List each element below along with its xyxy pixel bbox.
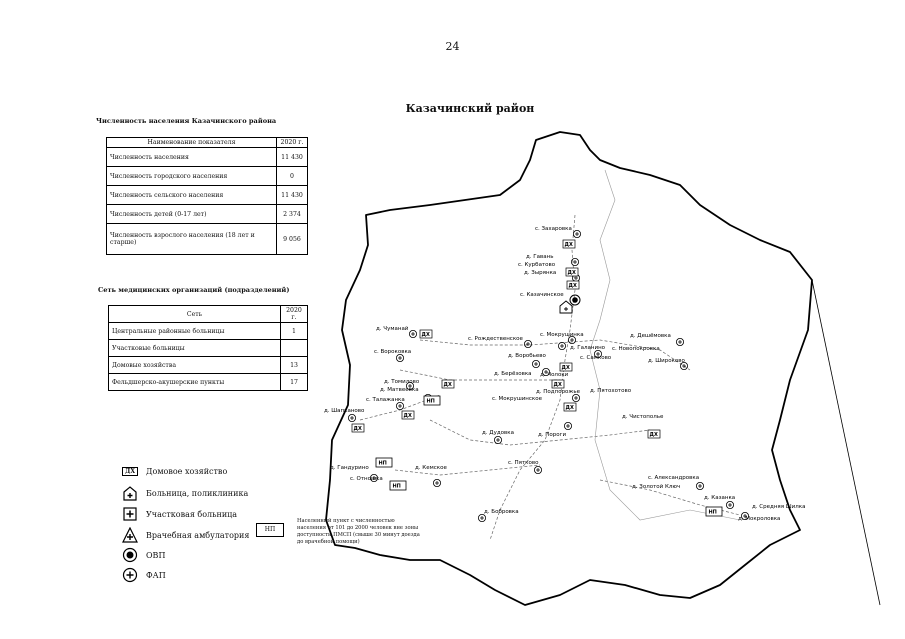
settlement-label-berezovka: д. Берёзовка — [494, 371, 532, 377]
settlement-label-rozhdestvenskoe: с. Рождественское — [468, 336, 523, 342]
row-value: 9 056 — [277, 224, 308, 255]
household-marker — [552, 380, 564, 388]
row-label: Участковые больницы — [109, 340, 281, 357]
np-marker — [390, 481, 406, 490]
population-table-title: Численность населения Казачинского района — [96, 117, 277, 125]
settlement-label-gavan: д. Гавань — [526, 254, 554, 260]
settlement-label-bobrovka: д. Бобровка — [484, 509, 519, 515]
ovp-marker — [570, 295, 580, 305]
column-header-year: 2020 г. — [277, 138, 308, 148]
household-marker-label: ДХ — [564, 242, 573, 248]
np-marker-label: НП — [708, 509, 717, 516]
settlement-label-zakharovka: с. Захаровка — [535, 226, 572, 232]
fap-marker — [494, 436, 501, 443]
settlement-label-zyryanka: д. Зырянка — [524, 270, 557, 276]
network-table-title: Сеть медицинских организаций (подразделений) — [98, 286, 290, 294]
row-value: 11 430 — [277, 148, 308, 167]
row-label: Численность сельского населения — [107, 186, 277, 205]
fap-marker — [478, 514, 485, 521]
settlement-label-aleksandrovka: с. Александровка — [648, 475, 700, 481]
np-symbol: НП — [256, 523, 284, 537]
household-marker-label: ДХ — [553, 382, 562, 388]
household-marker-label: ДХ — [353, 426, 362, 432]
fap-marker — [524, 340, 531, 347]
household-marker — [420, 330, 432, 338]
row-value: 11 430 — [277, 186, 308, 205]
settlement-label-talazhanka: с. Талажанка — [366, 397, 405, 403]
river — [590, 170, 740, 520]
column-header-network: Сеть — [109, 306, 281, 323]
household-marker-label: ДХ — [649, 432, 658, 438]
np-marker-label: НП — [426, 398, 435, 405]
settlement-label-chistopole: д. Чистополье — [622, 414, 664, 420]
settlement-label-choloki: д. Чолоки — [540, 372, 569, 378]
fap-marker — [558, 342, 565, 349]
fap-marker — [572, 394, 579, 401]
row-label: Фельдшерско-акушерские пункты — [109, 374, 281, 391]
row-label: Центральные районные больницы — [109, 323, 281, 340]
row-value: 17 — [281, 374, 308, 391]
settlement-label-galanino: д. Галанино — [570, 345, 606, 351]
household-marker — [566, 268, 578, 276]
household-marker — [567, 281, 579, 289]
household-marker-label: ДХ — [403, 413, 412, 419]
settlement-label-srednyaya-shilka: д. Средняя Шилка — [752, 504, 806, 510]
household-marker-label: ДХ — [565, 405, 574, 411]
fap-marker — [573, 230, 580, 237]
row-value: 13 — [281, 357, 308, 374]
page-number: 24 — [445, 40, 460, 53]
fap-marker — [348, 414, 355, 421]
fap-marker — [564, 422, 571, 429]
settlement-label-porogi: д. Пороги — [538, 432, 567, 438]
row-label: Домовые хозяйства — [109, 357, 281, 374]
settlement-label-deshemovka: д. Дешёмовка — [630, 333, 671, 339]
legend-fap-label: ФАП — [146, 570, 166, 580]
column-header-indicator: Наименование показателя — [107, 138, 277, 148]
fap-marker — [409, 330, 416, 337]
row-label: Численность детей (0-17 лет) — [107, 205, 277, 224]
settlement-label-chumanay: д. Чуманай — [376, 326, 409, 332]
settlement-label-gandurino: д. Гандурино — [330, 465, 369, 471]
hospital-marker — [560, 301, 572, 313]
np-marker — [706, 507, 722, 516]
household-marker — [442, 380, 454, 388]
settlement-label-shapkanovo: д. Шапканово — [324, 408, 365, 414]
settlement-label-zolotoy-klyuch: д. Золотой Ключ — [632, 484, 681, 490]
settlement-label-mokrushinskoe: с. Мокрушинское — [492, 396, 542, 402]
settlement-label-podporozhe: д. Подпорожье — [536, 389, 580, 395]
np-note: Населенный пункт с численностью населения от 101 до 2000 человек вне зоны доступности ПМСП (свыше 30 минут доезда до врачебной помощи) — [297, 518, 420, 545]
settlement-label-tomilovo: д. Томилово — [384, 379, 420, 385]
household-marker-label: ДХ — [561, 365, 570, 371]
row-value: 0 — [277, 167, 308, 186]
fap-marker — [726, 501, 733, 508]
np-marker — [424, 396, 440, 405]
fap-marker — [396, 354, 403, 361]
household-marker — [352, 424, 364, 432]
np-marker-label: НП — [392, 483, 401, 490]
fap-marker — [534, 466, 541, 473]
map-title: Казачинский район — [405, 102, 535, 115]
settlement-label-novopokrovka: с. Новопокровка — [612, 346, 660, 352]
household-symbol: ДХ — [122, 467, 138, 476]
household-marker-label: ДХ — [568, 283, 577, 289]
row-value: 1 — [281, 323, 308, 340]
household-marker-label: ДХ — [443, 382, 452, 388]
np-marker — [376, 458, 392, 467]
household-marker-label: ДХ — [421, 332, 430, 338]
settlement-label-matveevka: д. Матвеевка — [380, 387, 419, 393]
settlement-label-mokrushinka: с. Мокрушинка — [540, 332, 584, 338]
settlement-label-kazachinskoe: с. Казачинское — [520, 292, 564, 298]
settlement-label-pyatokhotovo: д. Пятохотово — [590, 388, 632, 394]
np-markers — [376, 396, 722, 516]
fap-marker — [571, 258, 578, 265]
settlement-label-pyatkovo: с. Пятково — [508, 460, 539, 466]
fap-marker — [396, 402, 403, 409]
settlement-label-dudovka: д. Дудовка — [482, 430, 514, 436]
map-edge-line — [812, 280, 880, 605]
row-label: Численность населения — [107, 148, 277, 167]
household-marker — [564, 403, 576, 411]
settlement-label-kurbatovo: с. Курбатово — [518, 262, 556, 268]
household-marker — [648, 430, 660, 438]
settlement-label-otnoshka: с. Отношка — [350, 476, 383, 482]
settlement-label-samkovo: с. Самково — [580, 355, 612, 361]
legend-ovp-label: ОВП — [146, 550, 166, 560]
fap-marker — [433, 479, 440, 486]
settlement-label-vorobevo: д. Воробьево — [508, 353, 546, 359]
settlement-label-vorokovka: с. Вороковка — [374, 349, 412, 355]
legend-ambulatory-label: Врачебная амбулатория — [146, 530, 250, 540]
household-marker-label: ДХ — [567, 270, 576, 276]
settlement-labels — [324, 226, 805, 522]
row-label: Численность взрослого населения (18 лет и старше) — [107, 224, 277, 255]
row-label: Численность городского населения — [107, 167, 277, 186]
settlement-label-mokrolovka: д. Мокроловка — [738, 516, 781, 522]
legend-household-label: Домовое хозяйство — [146, 466, 228, 476]
settlement-label-shirokovo: д. Широково — [648, 358, 685, 364]
fap-marker — [532, 360, 539, 367]
legend-hospital-label: Больница, поликлиника — [146, 488, 249, 498]
column-header-year: 2020 г. — [281, 306, 308, 323]
row-value: 2 374 — [277, 205, 308, 224]
household-marker — [402, 411, 414, 419]
fap-marker — [676, 338, 683, 345]
settlement-label-kemskoe: д. Кемское — [415, 465, 447, 471]
household-marker — [563, 240, 575, 248]
fap-marker — [696, 482, 703, 489]
household-marker — [560, 363, 572, 371]
np-marker-label: НП — [378, 460, 387, 467]
legend-district-hospital-label: Участковая больница — [146, 509, 238, 519]
settlement-label-kazanka: д. Казанка — [704, 495, 736, 501]
